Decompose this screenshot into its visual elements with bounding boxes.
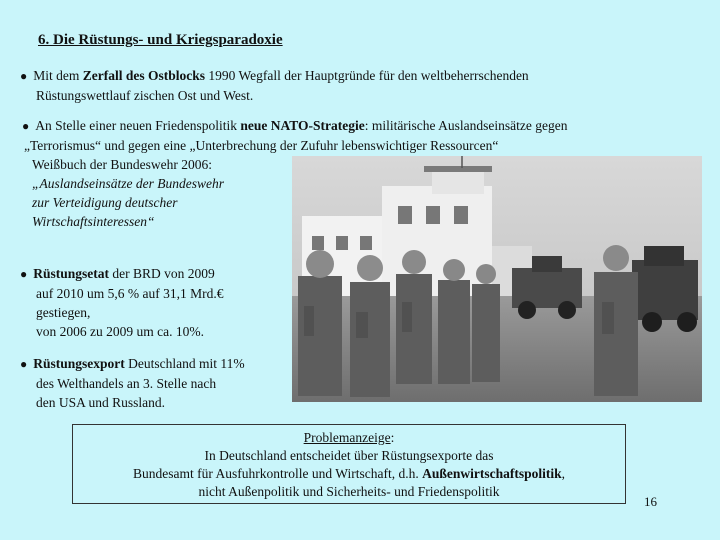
quote-line: Wirtschaftsinteressen“	[32, 214, 155, 229]
text-line: gestiegen,	[36, 305, 91, 320]
page-number: 16	[644, 494, 657, 509]
text: : militärische Auslandseinsätze gegen	[364, 118, 568, 133]
text-line: von 2006 zu 2009 um ca. 10%.	[36, 324, 204, 339]
quote-line: zur Verteidigung deutscher	[32, 195, 178, 210]
slide-title: 6. Die Rüstungs- und Kriegsparadoxie	[38, 32, 283, 48]
soldiers-photo-graphic	[292, 156, 702, 402]
text: Mit dem	[33, 68, 83, 83]
bullet-ostblock	[20, 66, 680, 105]
text: der BRD von 2009	[109, 266, 215, 281]
bullet-dot-icon: ●	[20, 267, 28, 281]
text-line: nicht Außenpolitik und Sicherheits- und Friedenspolitik	[198, 484, 500, 499]
text: ,	[561, 466, 565, 481]
emphasis: Außenwirtschaftspolitik	[422, 466, 562, 481]
emphasis: Rüstungsetat	[33, 266, 110, 281]
text-line: den USA und Russland.	[36, 395, 166, 410]
bullet-ruestungsexport	[20, 354, 300, 412]
notice-heading: Problemanzeige	[303, 430, 391, 445]
text-line: auf 2010 um 5,6 % auf 31,1 Mrd.€	[36, 286, 224, 301]
text: 1990 Wegfall der Hauptgründe für den weltbeherrschenden	[205, 68, 529, 83]
text-line: In Deutschland entscheidet über Rüstungsexporte das	[204, 448, 494, 463]
text-line: des Welthandels an 3. Stelle nach	[36, 376, 217, 391]
text: Deutschland mit 11%	[124, 356, 245, 371]
emphasis: Rüstungsexport	[33, 356, 125, 371]
text: :	[390, 430, 395, 445]
quote-line: „Auslandseinsätze der Bundeswehr	[32, 176, 224, 191]
bullet-dot-icon: ●	[20, 69, 28, 83]
soldiers-photo	[292, 156, 702, 402]
emphasis: neue NATO-Strategie	[240, 118, 365, 133]
text-line: Weißbuch der Bundeswehr 2006:	[32, 157, 212, 172]
text: Bundesamt für Ausfuhrkontrolle und Wirtschaft, d.h.	[133, 466, 423, 481]
bullet-dot-icon: ●	[22, 119, 30, 133]
text: An Stelle einer neuen Friedenspolitik	[35, 118, 241, 133]
bullet-ruestungsetat	[20, 264, 290, 341]
problem-notice-box	[72, 424, 626, 504]
bullet-dot-icon: ●	[20, 357, 28, 371]
emphasis: Zerfall des Ostblocks	[82, 68, 206, 83]
text-line: Rüstungswettlauf zischen Ost und West.	[36, 88, 254, 103]
text-line: „Terrorismus“ und gegen eine „Unterbrechung der Zufuhr lebenswichtiger Ressourcen“	[24, 138, 499, 153]
